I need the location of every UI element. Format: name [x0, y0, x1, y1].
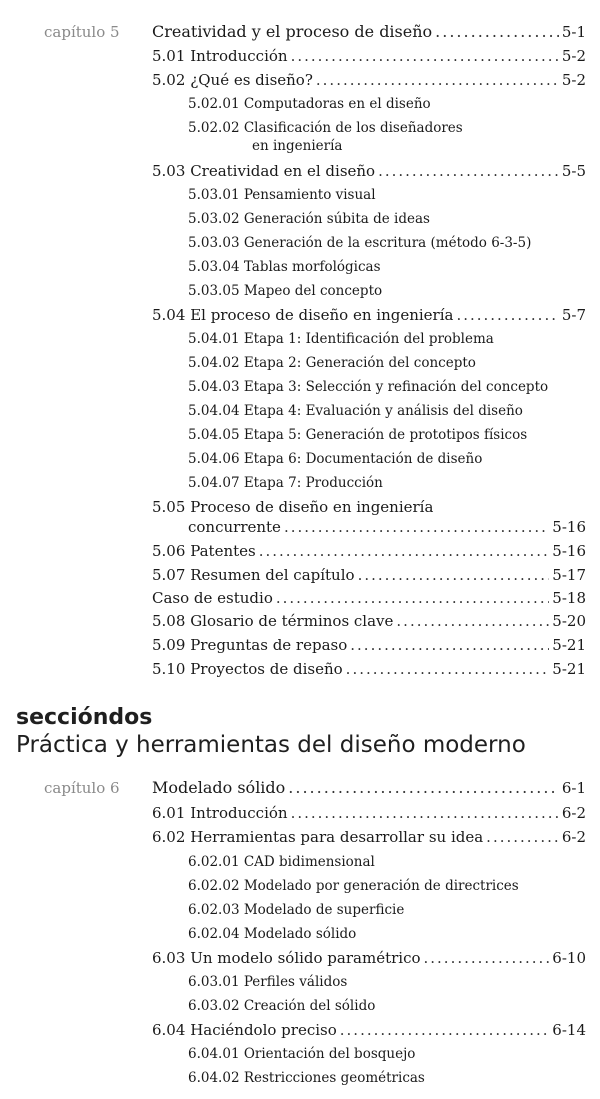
toc-entry[interactable] [152, 1019, 586, 1041]
toc-entry[interactable] [152, 587, 586, 609]
toc-entry[interactable] [152, 658, 586, 680]
entry-number: 5.03 [152, 162, 186, 180]
entry-title: Resumen del capítulo [190, 566, 355, 584]
page-number: 5-21 [552, 636, 586, 654]
toc-subentry[interactable] [188, 472, 383, 494]
entry-number: 5.09 [152, 636, 186, 654]
entry-title: Restricciones geométricas [243, 1070, 425, 1086]
entry-number: 5.03.03 [188, 235, 240, 251]
page-number: 6-2 [561, 804, 586, 822]
entry-title: CAD bidimensional [243, 854, 375, 870]
entry-title: Perfiles válidos [243, 974, 348, 990]
chapter-label: capítulo 6 [44, 779, 120, 797]
entry-title: Modelado de superficie [243, 902, 405, 918]
entry-number: 5.08 [152, 612, 186, 630]
dot-leader [291, 45, 559, 67]
entry-title: Proyectos de diseño [190, 660, 343, 678]
chapter-title: Modelado sólido [152, 778, 286, 797]
page-number: 5-2 [561, 47, 586, 65]
entry-title: Creatividad en el diseño [190, 162, 376, 180]
entry-number: 6.02.03 [188, 902, 240, 918]
dot-leader [358, 564, 550, 586]
toc-entry[interactable] [152, 496, 433, 518]
entry-title: Un modelo sólido paramétrico [190, 949, 421, 967]
page-number: 5-1 [561, 23, 586, 41]
entry-number: 5.02.01 [188, 96, 240, 112]
entry-number: 6.02.02 [188, 878, 240, 894]
toc-subentry[interactable] [188, 280, 382, 302]
entry-title: Etapa 3: Selección y refinación del concepto [243, 379, 549, 395]
entry-title-continuation: concurrente [188, 518, 281, 536]
toc-entry-continuation[interactable] [188, 516, 586, 538]
entry-title: Glosario de términos clave [190, 612, 394, 630]
entry-number: 5.05 [152, 498, 186, 516]
page-number: 6-10 [552, 949, 586, 967]
toc-entry[interactable] [152, 564, 586, 586]
toc-subentry[interactable] [188, 448, 482, 470]
page-number: 5-21 [552, 660, 586, 678]
chapter-title-row[interactable] [152, 777, 586, 799]
toc-subentry[interactable] [188, 232, 531, 254]
dot-leader [435, 21, 559, 43]
section-title: Práctica y herramientas del diseño moderno [16, 732, 526, 758]
entry-title: Generación súbita de ideas [243, 211, 430, 227]
entry-title: Tablas morfológicas [243, 259, 381, 275]
entry-title: Computadoras en el diseño [243, 96, 431, 112]
toc-entry[interactable] [152, 826, 586, 848]
entry-number: 6.02.01 [188, 854, 240, 870]
entry-number: 5.04.02 [188, 355, 240, 371]
dot-leader [284, 516, 549, 538]
entry-number: 5.04.07 [188, 475, 240, 491]
page-number: 5-20 [552, 612, 586, 630]
entry-number: 5.04.03 [188, 379, 240, 395]
entry-title: Etapa 4: Evaluación y análisis del diseño [243, 403, 523, 419]
page-number: 6-1 [561, 779, 586, 797]
entry-title: Modelado por generación de directrices [243, 878, 519, 894]
dot-leader [291, 802, 559, 824]
toc-subentry[interactable] [188, 352, 476, 374]
entry-number: 6.03 [152, 949, 186, 967]
entry-title: Patentes [190, 542, 256, 560]
entry-title: Generación de la escritura (método 6-3-5) [243, 235, 532, 251]
entry-title: Etapa 5: Generación de prototipos físicos [243, 427, 528, 443]
dot-leader [486, 826, 559, 848]
entry-title: Introducción [190, 47, 288, 65]
toc-entry[interactable] [152, 160, 586, 182]
entry-title-continuation: en ingeniería [252, 138, 343, 154]
entry-title: Herramientas para desarrollar su idea [190, 828, 484, 846]
entry-number: 5.04 [152, 306, 186, 324]
toc-subentry[interactable] [188, 184, 376, 206]
page-number: 5-16 [552, 518, 586, 536]
entry-number: 5.03.01 [188, 187, 240, 203]
entry-title: Etapa 1: Identificación del problema [243, 331, 494, 347]
page-number: 5-2 [561, 71, 586, 89]
entry-title: Clasificación de los diseñadores [243, 120, 463, 136]
page-number: 5-17 [552, 566, 586, 584]
dot-leader [340, 1019, 550, 1041]
entry-number: 6.04.01 [188, 1046, 240, 1062]
entry-title: Etapa 2: Generación del concepto [243, 355, 476, 371]
toc-subentry[interactable] [188, 400, 523, 422]
page-number: 6-2 [561, 828, 586, 846]
toc-entry[interactable] [152, 45, 586, 67]
entry-number: 5.10 [152, 660, 186, 678]
entry-number: 5.01 [152, 47, 186, 65]
toc-subentry[interactable] [188, 1043, 415, 1065]
page-number: 5-16 [552, 542, 586, 560]
toc-subentry[interactable] [188, 208, 430, 230]
toc-entry[interactable] [152, 69, 586, 91]
entry-number: 5.03.02 [188, 211, 240, 227]
section-word: sección [16, 705, 109, 730]
dot-leader [378, 160, 559, 182]
entry-number: 6.03.02 [188, 998, 240, 1014]
entry-number: 5.02.02 [188, 120, 240, 136]
dot-leader [350, 634, 549, 656]
entry-number: 5.03.04 [188, 259, 240, 275]
toc-subentry[interactable] [188, 899, 404, 921]
entry-title: Haciéndolo preciso [190, 1021, 337, 1039]
entry-number: 5.04.06 [188, 451, 240, 467]
entry-title: Proceso de diseño en ingeniería [190, 498, 434, 516]
dot-leader [316, 69, 559, 91]
entry-title: Preguntas de repaso [190, 636, 348, 654]
entry-number: 5.06 [152, 542, 186, 560]
dot-leader [456, 304, 558, 326]
entry-title: Modelado sólido [243, 926, 357, 942]
entry-number: 5.04.04 [188, 403, 240, 419]
toc-entry[interactable] [152, 634, 586, 656]
chapter-title: Creatividad y el proceso de diseño [152, 22, 433, 41]
toc-subentry[interactable] [188, 376, 548, 398]
toc-subentry[interactable] [188, 923, 356, 945]
page-number: 6-14 [552, 1021, 586, 1039]
entry-title: Mapeo del concepto [243, 283, 383, 299]
entry-title: Pensamiento visual [243, 187, 376, 203]
dot-leader [259, 540, 550, 562]
entry-title: Caso de estudio [152, 589, 273, 607]
section-number-word: dos [108, 705, 153, 730]
toc-entry[interactable] [152, 610, 586, 632]
section-heading [16, 705, 152, 730]
chapter-title-row[interactable] [152, 21, 586, 43]
toc-subentry[interactable] [188, 995, 375, 1017]
entry-number: 5.07 [152, 566, 186, 584]
entry-title: Introducción [190, 804, 288, 822]
entry-title: Etapa 7: Producción [243, 475, 383, 491]
toc-subentry[interactable] [188, 875, 519, 897]
entry-number: 5.03.05 [188, 283, 240, 299]
toc-subentry[interactable] [188, 971, 347, 993]
entry-number: 6.03.01 [188, 974, 240, 990]
entry-title: Creación del sólido [243, 998, 376, 1014]
toc-subentry[interactable] [188, 328, 494, 350]
toc-entry[interactable] [152, 947, 586, 969]
toc-subentry[interactable] [188, 1067, 425, 1089]
toc-subentry[interactable] [188, 256, 381, 278]
entry-number: 6.04.02 [188, 1070, 240, 1086]
entry-title: ¿Qué es diseño? [190, 71, 313, 89]
entry-number: 5.04.01 [188, 331, 240, 347]
entry-title: El proceso de diseño en ingeniería [190, 306, 454, 324]
toc-entry[interactable] [152, 540, 586, 562]
entry-title: Etapa 6: Documentación de diseño [243, 451, 483, 467]
toc-entry[interactable] [152, 802, 586, 824]
toc-entry[interactable] [152, 304, 586, 326]
dot-leader [288, 777, 559, 799]
dot-leader [276, 587, 549, 609]
page-number: 5-18 [552, 589, 586, 607]
toc-subentry[interactable] [188, 424, 527, 446]
dot-leader [346, 658, 550, 680]
entry-title: Orientación del bosquejo [243, 1046, 416, 1062]
entry-number: 6.02.04 [188, 926, 240, 942]
dot-leader [396, 610, 549, 632]
entry-number: 5.04.05 [188, 427, 240, 443]
entry-number: 5.02 [152, 71, 186, 89]
entry-number: 6.02 [152, 828, 186, 846]
page-number: 5-7 [561, 306, 586, 324]
toc-subentry[interactable] [188, 93, 431, 115]
page-number: 5-5 [561, 162, 586, 180]
entry-number: 6.04 [152, 1021, 186, 1039]
entry-number: 6.01 [152, 804, 186, 822]
toc-subentry[interactable] [188, 851, 375, 873]
dot-leader [424, 947, 550, 969]
chapter-label: capítulo 5 [44, 23, 120, 41]
